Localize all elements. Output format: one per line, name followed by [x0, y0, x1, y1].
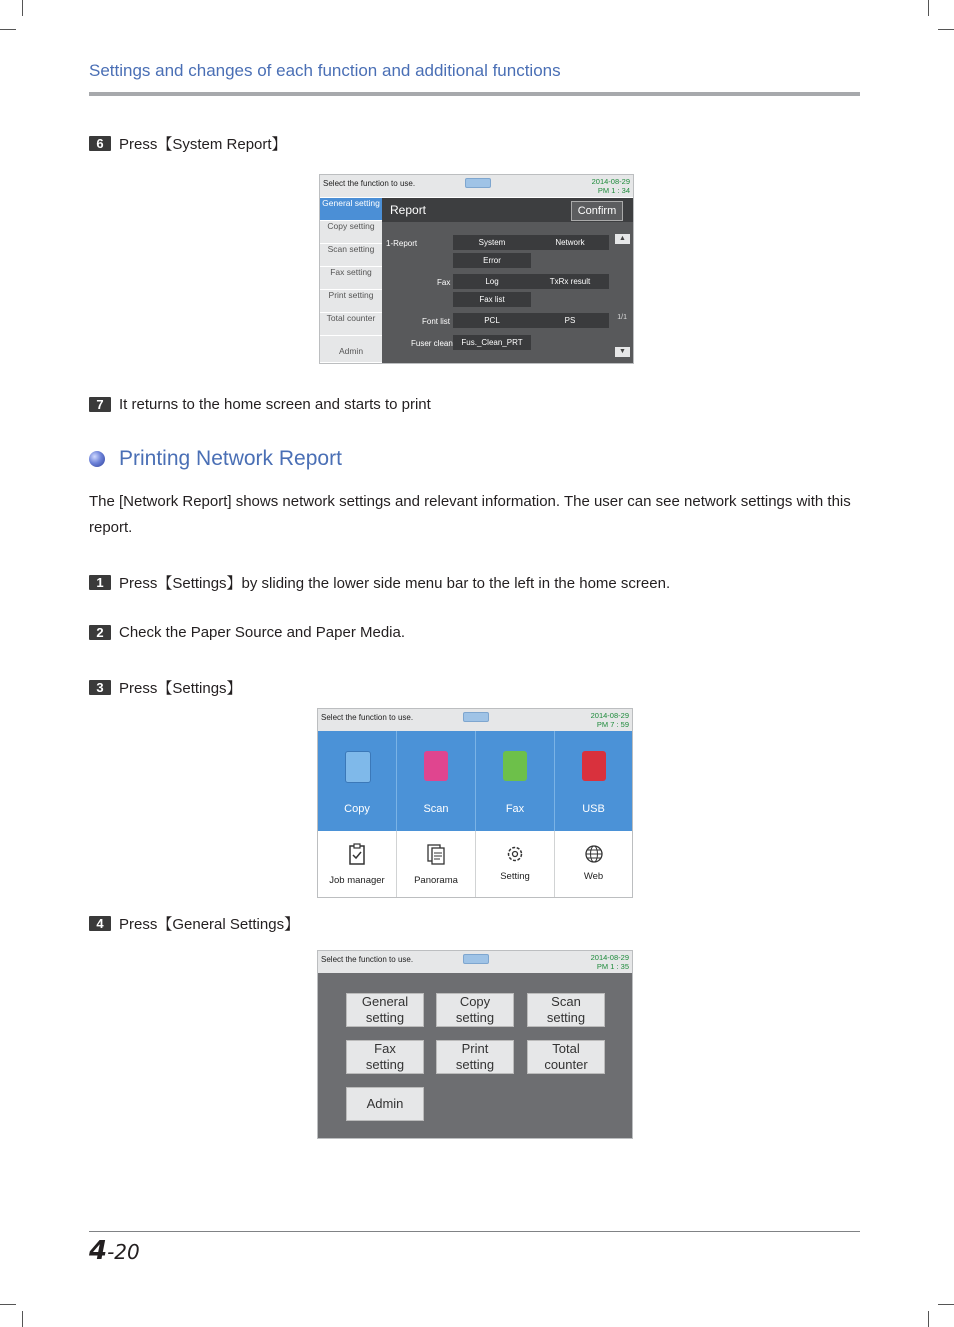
ps-button[interactable]: PS — [531, 313, 609, 328]
status-bar — [318, 709, 632, 731]
fuser-clean-button[interactable]: Fus._Clean_PRT — [453, 335, 531, 350]
step-number-badge: 3 — [89, 680, 111, 695]
globe-icon — [584, 843, 604, 865]
prompt-text: Select the function to use. — [321, 955, 414, 964]
crop-mark — [22, 1311, 23, 1327]
print-setting-button[interactable]: Print setting — [436, 1040, 514, 1074]
crop-mark — [938, 1304, 954, 1305]
date-text: 2014-08-29 — [591, 177, 630, 186]
step-text: Press【General Settings】 — [119, 916, 300, 933]
datetime — [591, 711, 629, 729]
crop-mark — [938, 29, 954, 30]
date-text: 2014-08-29 — [590, 711, 629, 720]
scan-app-tile[interactable] — [397, 731, 476, 831]
bullet-icon — [89, 451, 105, 467]
report-screen — [319, 174, 634, 364]
crop-mark — [928, 0, 929, 16]
gear-icon — [505, 843, 525, 865]
settings-menu — [318, 973, 632, 1138]
panel-title: Report — [390, 203, 427, 217]
step-2 — [89, 624, 405, 641]
chapter-number: 4 — [89, 1236, 108, 1266]
job-manager-tile[interactable] — [318, 831, 397, 898]
status-bar — [320, 175, 633, 197]
pcl-button[interactable]: PCL — [453, 313, 531, 328]
log-button[interactable]: Log — [453, 274, 531, 289]
crop-mark — [22, 0, 23, 16]
crop-mark — [928, 1311, 929, 1327]
step-text: Check the Paper Source and Paper Media. — [119, 624, 406, 641]
crop-mark — [0, 1304, 16, 1305]
documents-icon — [426, 843, 446, 865]
fax-app-tile[interactable] — [476, 731, 555, 831]
step-number-badge: 2 — [89, 625, 111, 640]
date-text: 2014-08-29 — [590, 953, 629, 962]
prompt-text: Select the function to use. — [323, 179, 416, 188]
step-7 — [89, 396, 431, 413]
step-text: Press【System Report】 — [119, 136, 287, 153]
copy-icon — [345, 751, 371, 783]
step-1 — [89, 572, 670, 593]
fax-icon — [503, 751, 527, 781]
step-6 — [89, 133, 287, 154]
network-report-button[interactable]: Network — [531, 235, 609, 250]
step-text: Press【Settings】by sliding the lower side menu bar to the left in the home screen. — [119, 575, 671, 592]
time-text: PM 1 : 35 — [596, 962, 629, 971]
scan-icon — [424, 751, 448, 781]
sidebar-item-admin[interactable]: Admin — [320, 340, 382, 363]
clipboard-icon — [347, 843, 367, 865]
footer-rule — [89, 1231, 860, 1232]
page-suffix: -20 — [107, 1240, 140, 1264]
step-text: It returns to the home screen and starts to print — [119, 396, 431, 413]
error-report-button[interactable]: Error — [453, 253, 531, 268]
tile-label: Job manager — [329, 875, 385, 886]
step-number-badge: 1 — [89, 575, 111, 590]
copy-app-tile[interactable] — [318, 731, 397, 831]
drag-handle-icon[interactable] — [463, 954, 489, 964]
txrx-result-button[interactable]: TxRx result — [531, 274, 609, 289]
setting-tile[interactable] — [476, 831, 555, 898]
scroll-up-icon[interactable]: ▲ — [615, 234, 630, 244]
web-tile[interactable] — [555, 831, 632, 898]
section-heading — [89, 447, 342, 471]
datetime — [592, 177, 630, 195]
home-screen — [317, 708, 633, 898]
section-paragraph: The [Network Report] shows network settings and relevant information. The user can see network settings with this report. — [89, 493, 851, 536]
usb-app-tile[interactable] — [555, 731, 632, 831]
tile-label: Scan — [423, 803, 449, 815]
scan-setting-button[interactable]: Scan setting — [527, 993, 605, 1027]
tile-label: USB — [582, 803, 605, 815]
step-text: Press【Settings】 — [119, 680, 242, 697]
prompt-text: Select the function to use. — [321, 713, 414, 722]
settings-screen — [317, 950, 633, 1139]
panorama-tile[interactable] — [397, 831, 476, 898]
confirm-button[interactable]: Confirm — [571, 201, 623, 221]
step-number-badge: 6 — [89, 136, 111, 151]
crop-mark — [0, 29, 16, 30]
system-report-button[interactable]: System — [453, 235, 531, 250]
report-label: 1-Report — [386, 239, 418, 248]
time-text: PM 1 : 34 — [597, 186, 630, 195]
fuser-clean-label: Fuser clean — [411, 339, 453, 348]
total-counter-button[interactable]: Total counter — [527, 1040, 605, 1074]
scroll-down-icon[interactable]: ▼ — [615, 347, 630, 357]
status-bar — [318, 951, 632, 973]
sidebar-item-print[interactable]: Print setting — [320, 290, 382, 313]
time-text: PM 7 : 59 — [596, 720, 629, 729]
tile-label: Setting — [500, 871, 530, 882]
copy-setting-button[interactable]: Copy setting — [436, 993, 514, 1027]
fax-setting-button[interactable]: Fax setting — [346, 1040, 424, 1074]
tile-label: Fax — [505, 803, 525, 815]
step-4 — [89, 913, 299, 934]
drag-handle-icon[interactable] — [463, 712, 489, 722]
settings-sidebar — [320, 198, 382, 363]
running-header: Settings and changes of each function and additional functions — [89, 61, 561, 80]
tile-label: Panorama — [414, 875, 458, 886]
general-setting-button[interactable]: General setting — [346, 993, 424, 1027]
step-3 — [89, 677, 242, 698]
header-rule — [89, 92, 860, 96]
panel-header — [382, 198, 633, 222]
font-list-label: Font list — [422, 317, 451, 326]
tile-label: Web — [583, 871, 604, 882]
sidebar-item-copy[interactable]: Copy setting — [320, 221, 382, 244]
sidebar-item-total-counter[interactable]: Total counter — [320, 313, 382, 336]
datetime — [591, 953, 629, 971]
sidebar-item-scan[interactable]: Scan setting — [320, 244, 382, 267]
tile-label: Copy — [344, 803, 370, 815]
usb-icon — [582, 751, 606, 781]
step-number-badge: 7 — [89, 397, 111, 412]
page-number — [89, 1236, 140, 1266]
page-indicator: 1/1 — [617, 314, 627, 321]
report-panel — [382, 198, 633, 363]
drag-handle-icon[interactable] — [465, 178, 491, 188]
fax-label: Fax — [437, 278, 451, 287]
admin-button[interactable]: Admin — [346, 1087, 424, 1121]
fax-list-button[interactable]: Fax list — [453, 292, 531, 307]
section-title: Printing Network Report — [119, 447, 342, 470]
sidebar-item-general[interactable]: General setting — [320, 198, 382, 221]
step-number-badge: 4 — [89, 916, 111, 931]
sidebar-item-fax[interactable]: Fax setting — [320, 267, 382, 290]
